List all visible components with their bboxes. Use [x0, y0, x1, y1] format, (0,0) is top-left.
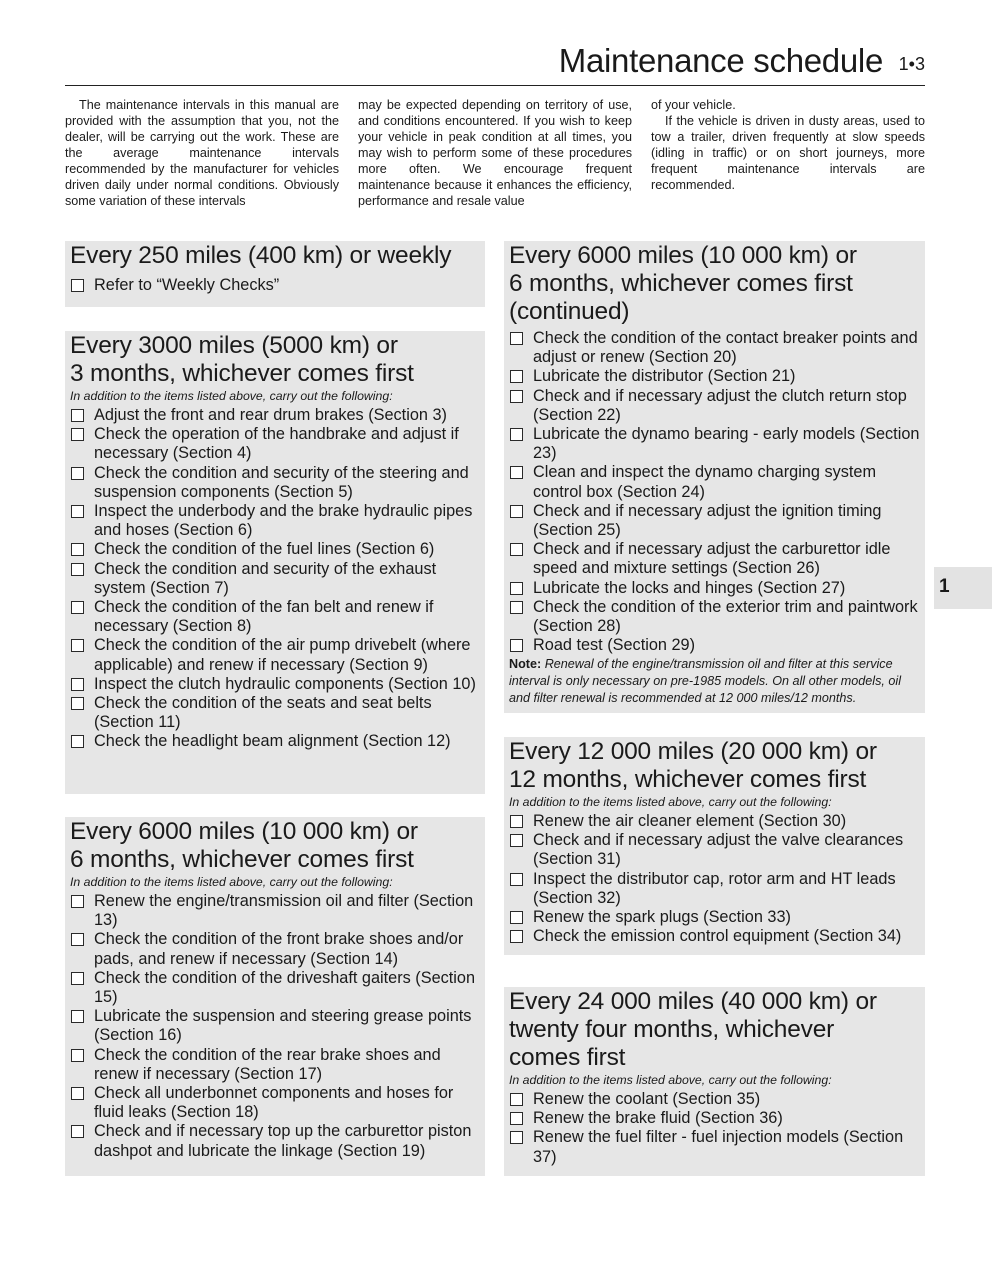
checklist-item: Check and if necessary top up the carburettor piston dashpot and lubricate the linkage (Section 19)	[70, 1122, 480, 1160]
section-24000-miles	[504, 987, 925, 1176]
intro-column-1	[65, 97, 339, 209]
checkbox-icon[interactable]	[71, 1049, 84, 1062]
note-text: Renewal of the engine/transmission oil and filter at this service interval is only necessary on pre-1985 models. On all other models, oil and filter renewal is recommended at 12 000 miles/12 months.	[509, 657, 901, 706]
checkbox-icon[interactable]	[71, 505, 84, 518]
checklist-item: Lubricate the dynamo bearing - early models (Section 23)	[509, 425, 920, 463]
checklist-item: Renew the engine/transmission oil and filter (Section 13)	[70, 892, 480, 930]
checkbox-icon[interactable]	[510, 582, 523, 595]
checklist-item: Check the condition of the seats and seat belts (Section 11)	[70, 694, 480, 732]
checklist-item: Check the condition and security of the exhaust system (Section 7)	[70, 560, 480, 598]
checklist-item: Check the condition of the front brake shoes and/or pads, and renew if necessary (Section 14)	[70, 930, 480, 968]
checklist-item: Check the operation of the handbrake and adjust if necessary (Section 4)	[70, 425, 480, 463]
intro-text-3b: If the vehicle is driven in dusty areas, used to tow a trailer, driven frequently at slow speeds (idling in traffic) or on short journeys, more frequent maintenance intervals are recommended.	[651, 114, 925, 192]
checkbox-icon[interactable]	[510, 428, 523, 441]
section-6000c-list	[509, 329, 920, 655]
section-6000c-title: Every 6000 miles (10 000 km) or 6 months, whichever comes first (continued)	[509, 242, 857, 325]
checklist-item: Inspect the distributor cap, rotor arm and HT leads (Section 32)	[509, 870, 920, 908]
service-note	[509, 656, 920, 707]
checklist-item: Renew the spark plugs (Section 33)	[509, 908, 920, 927]
checklist-item: Check the condition of the air pump drivebelt (where applicable) and renew if necessary (Section 9)	[70, 636, 480, 674]
checkbox-icon[interactable]	[510, 911, 523, 924]
checkbox-icon[interactable]	[71, 409, 84, 422]
checkbox-icon[interactable]	[510, 1093, 523, 1106]
checkbox-icon[interactable]	[71, 972, 84, 985]
intro-column-3	[651, 97, 925, 193]
checkbox-icon[interactable]	[510, 601, 523, 614]
checkbox-icon[interactable]	[510, 332, 523, 345]
section-12000-miles	[504, 737, 925, 955]
checklist-item: Inspect the clutch hydraulic components (Section 10)	[70, 675, 480, 694]
checklist-item: Clean and inspect the dynamo charging system control box (Section 24)	[509, 463, 920, 501]
checkbox-icon[interactable]	[510, 1131, 523, 1144]
section-12000-title: Every 12 000 miles (20 000 km) or 12 months, whichever comes first	[509, 738, 877, 793]
section-12000-subtitle: In addition to the items listed above, carry out the following:	[509, 795, 832, 809]
checkbox-icon[interactable]	[510, 873, 523, 886]
checkbox-icon[interactable]	[510, 390, 523, 403]
checklist-item: Check and if necessary adjust the carburettor idle speed and mixture settings (Section 26)	[509, 540, 920, 578]
section-3000-miles	[65, 331, 485, 794]
checkbox-icon[interactable]	[510, 1112, 523, 1125]
section-6000-list	[70, 892, 480, 1161]
section-250-list	[70, 276, 480, 295]
checklist-item: Check and if necessary adjust the valve clearances (Section 31)	[509, 831, 920, 869]
section-3000-list	[70, 406, 480, 752]
checklist-item: Lubricate the distributor (Section 21)	[509, 367, 920, 386]
section-24000-subtitle: In addition to the items listed above, carry out the following:	[509, 1073, 832, 1087]
checkbox-icon[interactable]	[71, 279, 84, 292]
intro-text-2: may be expected depending on territory of use, and conditions encountered. If you wish to keep your vehicle in peak condition at all times, you may wish to perform some of these procedures more often. We encourage frequent maintenance because it enhances the efficiency, performance and resale value	[358, 98, 632, 208]
checkbox-icon[interactable]	[510, 639, 523, 652]
checklist-item: Renew the coolant (Section 35)	[509, 1090, 920, 1109]
checkbox-icon[interactable]	[71, 1087, 84, 1100]
checkbox-icon[interactable]	[510, 466, 523, 479]
note-label: Note:	[509, 657, 542, 672]
section-250-miles	[65, 241, 485, 307]
section-6000-title: Every 6000 miles (10 000 km) or 6 months, whichever comes first	[70, 818, 418, 873]
checkbox-icon[interactable]	[71, 428, 84, 441]
section-6000-miles	[65, 817, 485, 1176]
checkbox-icon[interactable]	[71, 735, 84, 748]
checkbox-icon[interactable]	[71, 601, 84, 614]
checklist-item: Check the condition of the fuel lines (Section 6)	[70, 540, 480, 559]
chapter-tab-number: 1	[939, 576, 950, 597]
section-24000-list	[509, 1090, 920, 1167]
checklist-item: Check the condition and security of the steering and suspension components (Section 5)	[70, 464, 480, 502]
checkbox-icon[interactable]	[510, 930, 523, 943]
checkbox-icon[interactable]	[510, 370, 523, 383]
checkbox-icon[interactable]	[71, 467, 84, 480]
checklist-item: Renew the fuel filter - fuel injection models (Section 37)	[509, 1128, 920, 1166]
checkbox-icon[interactable]	[510, 543, 523, 556]
checklist-item: Check the headlight beam alignment (Section 12)	[70, 732, 480, 751]
checklist-item: Inspect the underbody and the brake hydraulic pipes and hoses (Section 6)	[70, 502, 480, 540]
checklist-item: Check the condition of the exterior trim and paintwork (Section 28)	[509, 598, 920, 636]
section-3000-title: Every 3000 miles (5000 km) or 3 months, whichever comes first	[70, 332, 414, 387]
checklist-item: Lubricate the suspension and steering grease points (Section 16)	[70, 1007, 480, 1045]
intro-text-1: The maintenance intervals in this manual are provided with the assumption that you, not the dealer, will be carrying out the work. These are the average maintenance intervals recommended by the manufacturer for vehicles driven daily under normal conditions. Obviously some variation of these intervals	[65, 98, 339, 208]
checkbox-icon[interactable]	[71, 678, 84, 691]
intro-column-2	[358, 97, 632, 209]
checklist-item: Renew the brake fluid (Section 36)	[509, 1109, 920, 1128]
checkbox-icon[interactable]	[71, 543, 84, 556]
page-title: Maintenance schedule	[558, 42, 883, 79]
intro-text-3a: of your vehicle.	[651, 98, 736, 112]
checklist-item: Check and if necessary adjust the clutch return stop (Section 22)	[509, 387, 920, 425]
page-header	[65, 40, 925, 86]
section-3000-subtitle: In addition to the items listed above, carry out the following:	[70, 389, 393, 403]
checkbox-icon[interactable]	[71, 1125, 84, 1138]
checkbox-icon[interactable]	[71, 697, 84, 710]
checklist-item: Check the condition of the fan belt and renew if necessary (Section 8)	[70, 598, 480, 636]
section-6000-subtitle: In addition to the items listed above, carry out the following:	[70, 875, 393, 889]
checkbox-icon[interactable]	[510, 834, 523, 847]
checklist-item: Adjust the front and rear drum brakes (Section 3)	[70, 406, 480, 425]
checklist-item: Renew the air cleaner element (Section 30)	[509, 812, 920, 831]
checklist-item: Check the condition of the contact breaker points and adjust or renew (Section 20)	[509, 329, 920, 367]
checkbox-icon[interactable]	[71, 895, 84, 908]
page-number: 1•3	[898, 54, 925, 74]
chapter-tab	[934, 567, 992, 609]
checklist-item: Check the condition of the rear brake shoes and renew if necessary (Section 17)	[70, 1046, 480, 1084]
checkbox-icon[interactable]	[510, 815, 523, 828]
section-24000-title: Every 24 000 miles (40 000 km) or twenty four months, whichever comes first	[509, 988, 877, 1071]
checkbox-icon[interactable]	[71, 563, 84, 576]
checkbox-icon[interactable]	[71, 1010, 84, 1023]
checklist-item: Lubricate the locks and hinges (Section 27)	[509, 579, 920, 598]
checklist-item: Check and if necessary adjust the ignition timing (Section 25)	[509, 502, 920, 540]
checklist-item: Road test (Section 29)	[509, 636, 920, 655]
checklist-item: Check the condition of the driveshaft gaiters (Section 15)	[70, 969, 480, 1007]
checklist-item: Refer to “Weekly Checks”	[70, 276, 480, 295]
checkbox-icon[interactable]	[71, 933, 84, 946]
checklist-item: Check the emission control equipment (Section 34)	[509, 927, 920, 946]
checkbox-icon[interactable]	[510, 505, 523, 518]
section-6000-miles-continued	[504, 241, 925, 713]
section-12000-list	[509, 812, 920, 946]
section-250-title: Every 250 miles (400 km) or weekly	[70, 242, 452, 269]
checklist-item: Check all underbonnet components and hoses for fluid leaks (Section 18)	[70, 1084, 480, 1122]
checkbox-icon[interactable]	[71, 639, 84, 652]
